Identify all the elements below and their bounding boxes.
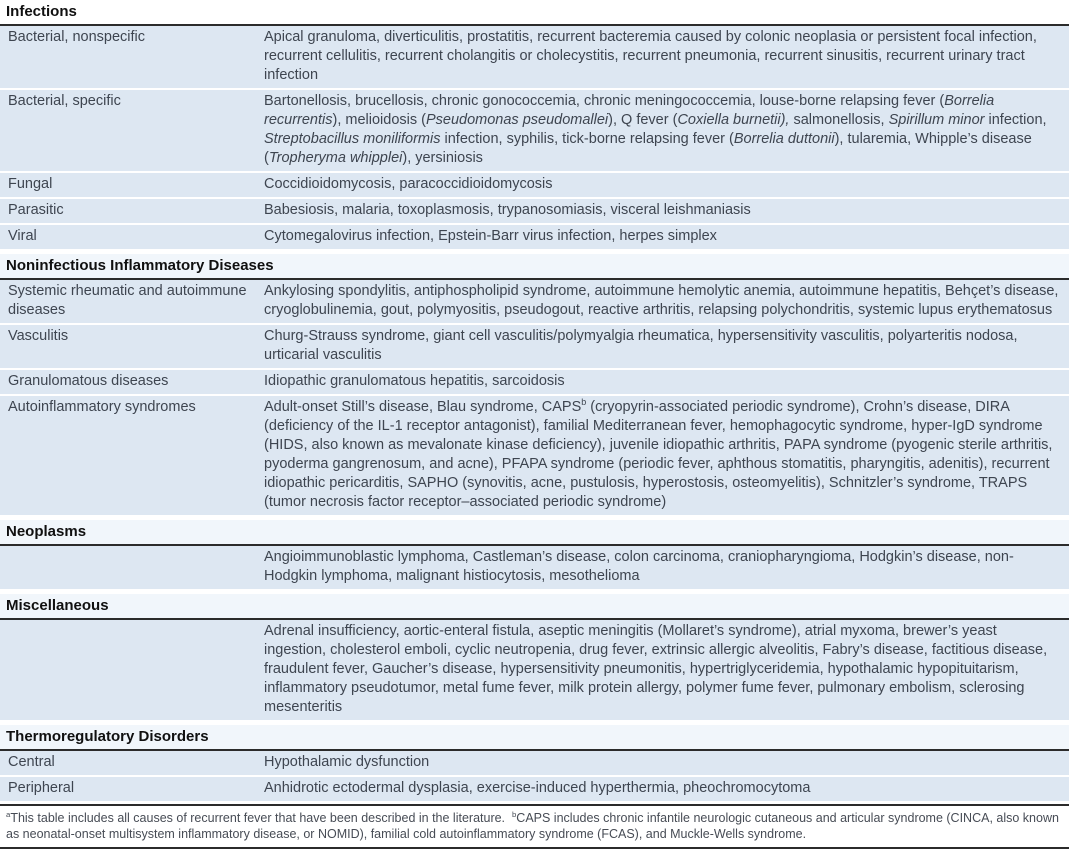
section-header: Noninfectious Inflammatory Diseases	[0, 254, 1069, 280]
table-row	[0, 620, 1069, 722]
table-section	[0, 520, 1069, 591]
section-header: Thermoregulatory Disorders	[0, 725, 1069, 751]
table-row	[0, 546, 1069, 591]
details-cell: Cytomegalovirus infection, Epstein-Barr virus infection, herpes simplex	[264, 228, 717, 244]
category-cell: Autoinflammatory syndromes	[8, 399, 196, 415]
table-row	[0, 777, 1069, 803]
table-row	[0, 280, 1069, 325]
table-row	[0, 225, 1069, 251]
details-cell: Angioimmunoblastic lymphoma, Castleman’s disease, colon carcinoma, craniopharyngioma, Hodgkin’s disease, non-Hodgkin lymphoma, malignant histiocytosis, mesothelioma	[264, 549, 1014, 584]
section-header: Infections	[0, 0, 1069, 26]
details-cell: Hypothalamic dysfunction	[264, 754, 430, 770]
category-cell: Systemic rheumatic and autoimmune diseases	[8, 283, 247, 318]
table-section	[0, 594, 1069, 722]
category-cell	[0, 620, 260, 720]
category-cell: Peripheral	[8, 780, 75, 796]
details-cell: Ankylosing spondylitis, antiphospholipid syndrome, autoimmune hemolytic anemia, autoimmune hepatitis, Behçet’s disease, cryoglobulinemia, gout, polymyositis, pseudogout, reactive arthritis, relapsing polychondritis, systemic lupus erythematosus	[264, 283, 1059, 318]
details-cell: Coccidioidomycosis, paracoccidioidomycosis	[264, 176, 553, 192]
category-cell: Central	[8, 754, 55, 770]
table-footnote: $^a$This table includes all causes of recurrent fever that have been described in the literature. $^b$CAPS includes chronic infantile neurologic cutaneous and articular syndrome (CINCA, also known as neonatal-onset multisystem inflammatory disease, or NOMID), familial cold autoinflammatory syndrome (FCAS), and Muckle-Wells syndrome.	[0, 804, 1069, 849]
details-cell: Churg-Strauss syndrome, giant cell vasculitis/polymyalgia rheumatica, hypersensitivity vasculitis, polyarteritis nodosa, urticarial vasculitis	[264, 328, 1018, 363]
category-cell: Fungal	[8, 176, 53, 192]
category-cell: Vasculitis	[8, 328, 69, 344]
table-row	[0, 751, 1069, 777]
details-cell: Adrenal insufficiency, aortic-enteral fistula, aseptic meningitis (Mollaret’s syndrome), atrial myxoma, brewer’s yeast ingestion, cholesterol emboli, cyclic neutropenia, drug fever, extrinsic allergic alveolitis, Fabry’s disease, factitious disease, fraudulent fever, Gaucher’s disease, hypersensitivity pneumonitis, hypertriglyceridemia, hypothalamic hypopituitarism, inflammatory pseudotumor, metal fume fever, milk protein allergy, polymer fume fever, pulmonary embolism, sclerosing mesenteritis	[264, 623, 1048, 715]
details-cell: Babesiosis, malaria, toxoplasmosis, trypanosomiasis, visceral leishmaniasis	[264, 202, 751, 218]
section-header: Miscellaneous	[0, 594, 1069, 620]
table-row	[0, 26, 1069, 90]
table-section	[0, 725, 1069, 803]
category-cell: Viral	[8, 228, 37, 244]
category-cell: Bacterial, nonspecific	[8, 29, 146, 45]
category-cell	[0, 546, 260, 589]
table-row	[0, 396, 1069, 517]
table-section	[0, 254, 1069, 517]
details-cell: Adult-onset Still’s disease, Blau syndrome, CAPS$^b$ (cryopyrin-associated periodic syndrome), Crohn’s disease, DIRA (deficiency of the IL-1 receptor antagonist), familial Mediterranean fever, hemophagocytic syndrome, hyper-IgD syndrome (HIDS, also known as mevalonate kinase deficiency), juvenile idiopathic arthritis, PAPA syndrome (pyogenic sterile arthritis, pyoderma gangrenosum, and acne), PFAPA syndrome (periodic fever, aphthous stomatitis, pharyngitis, adenitis), recurrent idiopathic pericarditis, SAPHO (synovitis, acne, pustulosis, hyperostosis, osteomyelitis), Schnitzler’s syndrome, TRAPS (tumor necrosis factor receptor–associated periodic syndrome)	[264, 397, 1053, 510]
details-cell: Apical granuloma, diverticulitis, prostatitis, recurrent bacteremia caused by colonic neoplasia or persistent focal infection, recurrent cellulitis, recurrent cholangitis or cholecystitis, recurrent pneumonia, recurrent sinusitis, recurrent urinary tract infection	[264, 29, 1037, 83]
category-cell: Granulomatous diseases	[8, 373, 169, 389]
table-row	[0, 325, 1069, 370]
section-header: Neoplasms	[0, 520, 1069, 546]
table-row	[0, 90, 1069, 173]
category-cell: Bacterial, specific	[8, 93, 121, 109]
table-row	[0, 199, 1069, 225]
details-cell: Anhidrotic ectodermal dysplasia, exercise-induced hyperthermia, pheochromocytoma	[264, 780, 811, 796]
details-cell: Idiopathic granulomatous hepatitis, sarcoidosis	[264, 373, 565, 389]
table-section	[0, 0, 1069, 251]
table-row	[0, 173, 1069, 199]
category-cell: Parasitic	[8, 202, 64, 218]
table-row	[0, 370, 1069, 396]
details-cell: Bartonellosis, brucellosis, chronic gonococcemia, chronic meningococcemia, louse-borne relapsing fever (Borrelia recurrentis), melioidosis (Pseudomonas pseudomallei), Q fever (Coxiella burnetii), salmonellosis, Spirillum minor infection, Streptobacillus moniliformis infection, syphilis, tick-borne relapsing fever (Borrelia duttonii), tularemia, Whipple’s disease (Tropheryma whipplei), yersiniosis	[264, 93, 1047, 166]
